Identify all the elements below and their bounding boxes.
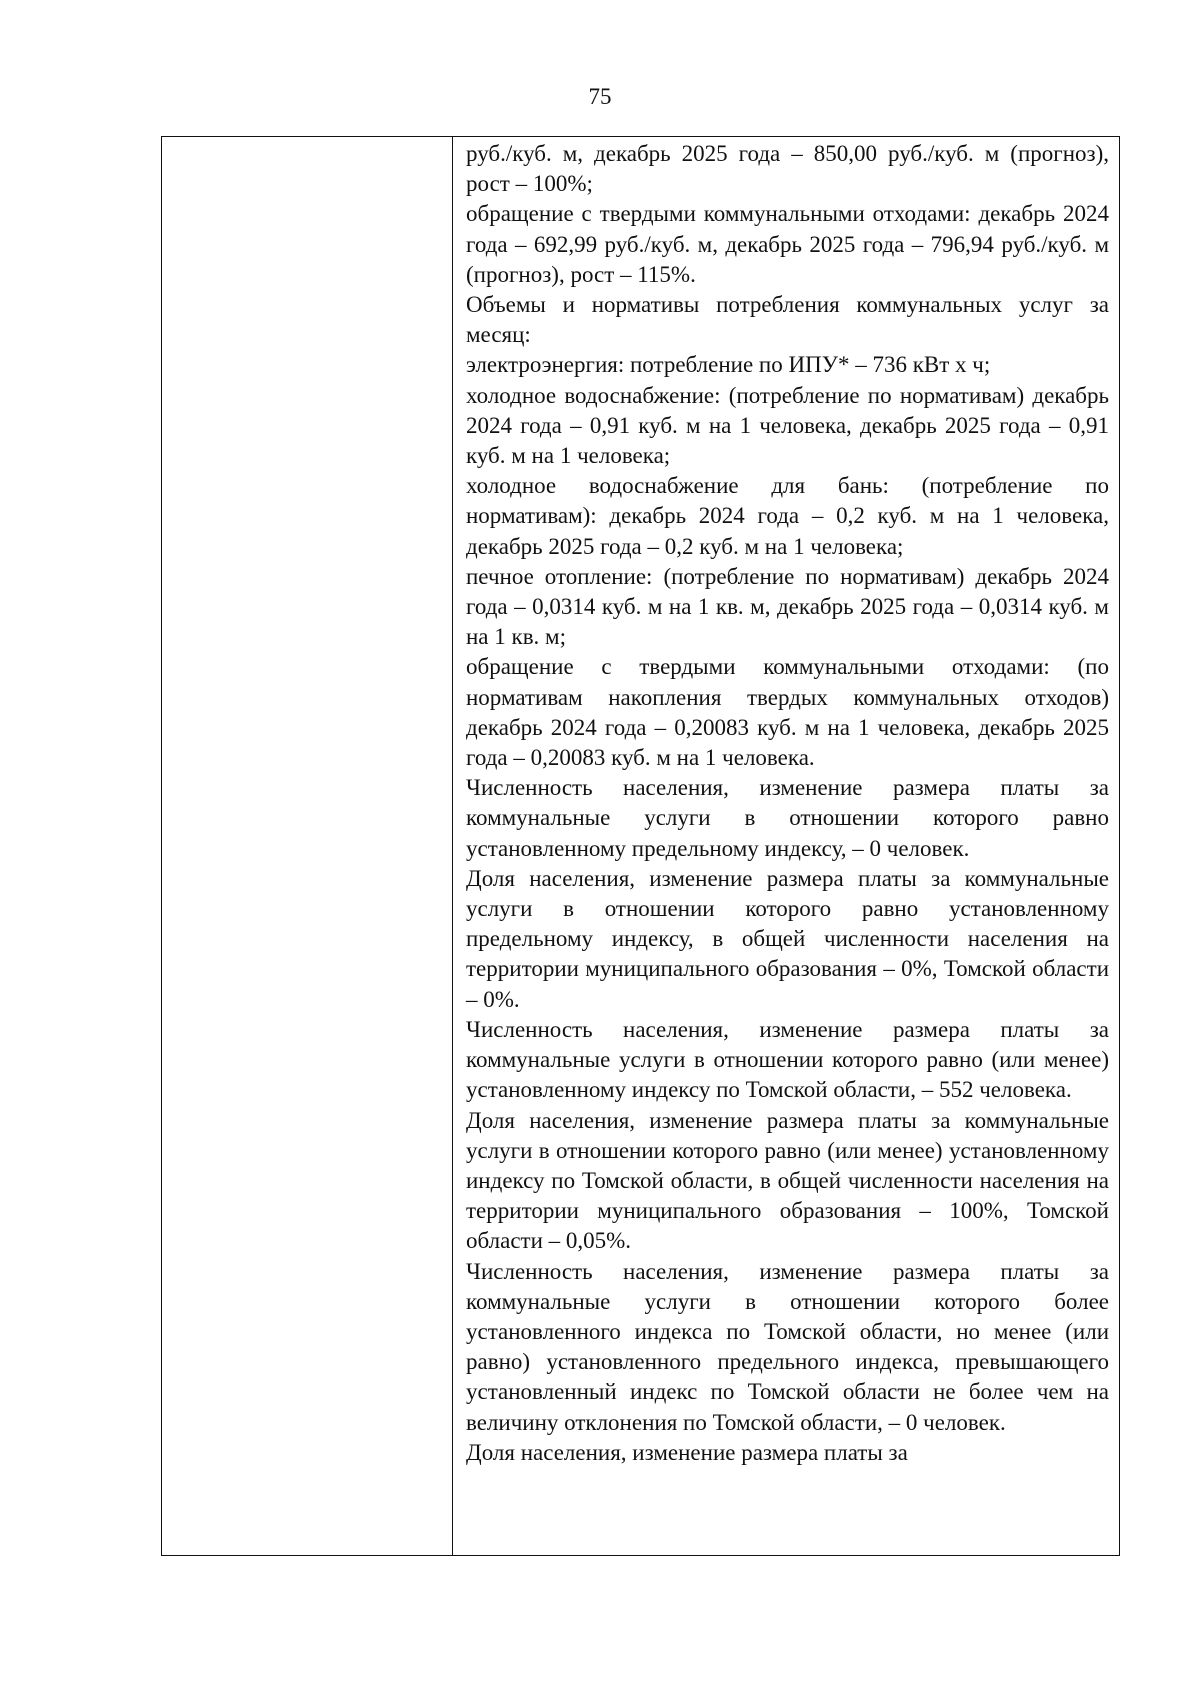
page-number: 75	[588, 84, 612, 109]
paragraph-share-regional-index: Доля населения, изменение размера платы за коммунальные услуги в отношении которого равно (или менее) установленному индексу по Томской области, в общей численности населения на территории муниципального образования – 100%, Томской области – 0,05%.	[466, 1107, 1109, 1254]
paragraph-electricity: электроэнергия: потребление по ИПУ* – 736 кВт x ч;	[466, 352, 991, 378]
paragraph-tariff-waste: обращение с твердыми коммунальными отходами: декабрь 2024 года – 692,99 руб./куб. м, декабрь 2025 года – 796,94 руб./куб. м (прогноз), рост – 115%.	[466, 201, 1109, 287]
table-right-cell	[453, 137, 1119, 1555]
document-table	[161, 136, 1120, 1556]
paragraph-share-continued: Доля населения, изменение размера платы за	[466, 1439, 908, 1465]
paragraph-population-limit-index: Численность населения, изменение размера платы за коммунальные услуги в отношении которого равно установленному предельному индексу, – 0 человек.	[466, 775, 1109, 861]
paragraph-stove-heating: печное отопление: (потребление по нормативам) декабрь 2024 года – 0,0314 куб. м на 1 кв. м, декабрь 2025 года – 0,0314 куб. м на 1 кв. м;	[466, 563, 1109, 650]
paragraph-tariff-water-continued: руб./куб. м, декабрь 2025 года – 850,00 руб./куб. м (прогноз), рост – 100%;	[466, 141, 1109, 197]
table-left-cell	[162, 137, 453, 1555]
paragraph-population-above-index: Численность населения, изменение размера платы за коммунальные услуги в отношении которого более установленного индекса по Томской области, но менее (или равно) установленного предельного индекса, превышающего установленный индекс по Томской области не более чем на величину отклонения по Томской области, – 0 человек.	[466, 1258, 1109, 1435]
paragraph-share-limit-index: Доля населения, изменение размера платы за коммунальные услуги в отношении которого равно установленному предельному индексу, в общей численности населения на территории муниципального образования – 0%, Томской области – 0%.	[466, 865, 1109, 1012]
paragraph-waste-norms: обращение с твердыми коммунальными отходами: (по нормативам накопления твердых коммунальных отходов) декабрь 2024 года – 0,20083 куб. м на 1 человека, декабрь 2025 года – 0,20083 куб. м на 1 человека.	[466, 654, 1109, 771]
paragraph-cold-water-baths: холодное водоснабжение для бань: (потребление по нормативам): декабрь 2024 года – 0,2 куб. м на 1 человека, декабрь 2025 года – 0,2 куб. м на 1 человека;	[466, 473, 1109, 559]
paragraph-volumes-heading: Объемы и нормативы потребления коммунальных услуг за месяц:	[466, 292, 1109, 348]
paragraph-population-regional-index: Численность населения, изменение размера платы за коммунальные услуги в отношении которого равно (или менее) установленному индексу по Томской области, – 552 человека.	[466, 1016, 1109, 1103]
paragraph-cold-water: холодное водоснабжение: (потребление по нормативам) декабрь 2024 года – 0,91 куб. м на 1 человека, декабрь 2025 года – 0,91 куб. м на 1 человека;	[466, 382, 1109, 469]
